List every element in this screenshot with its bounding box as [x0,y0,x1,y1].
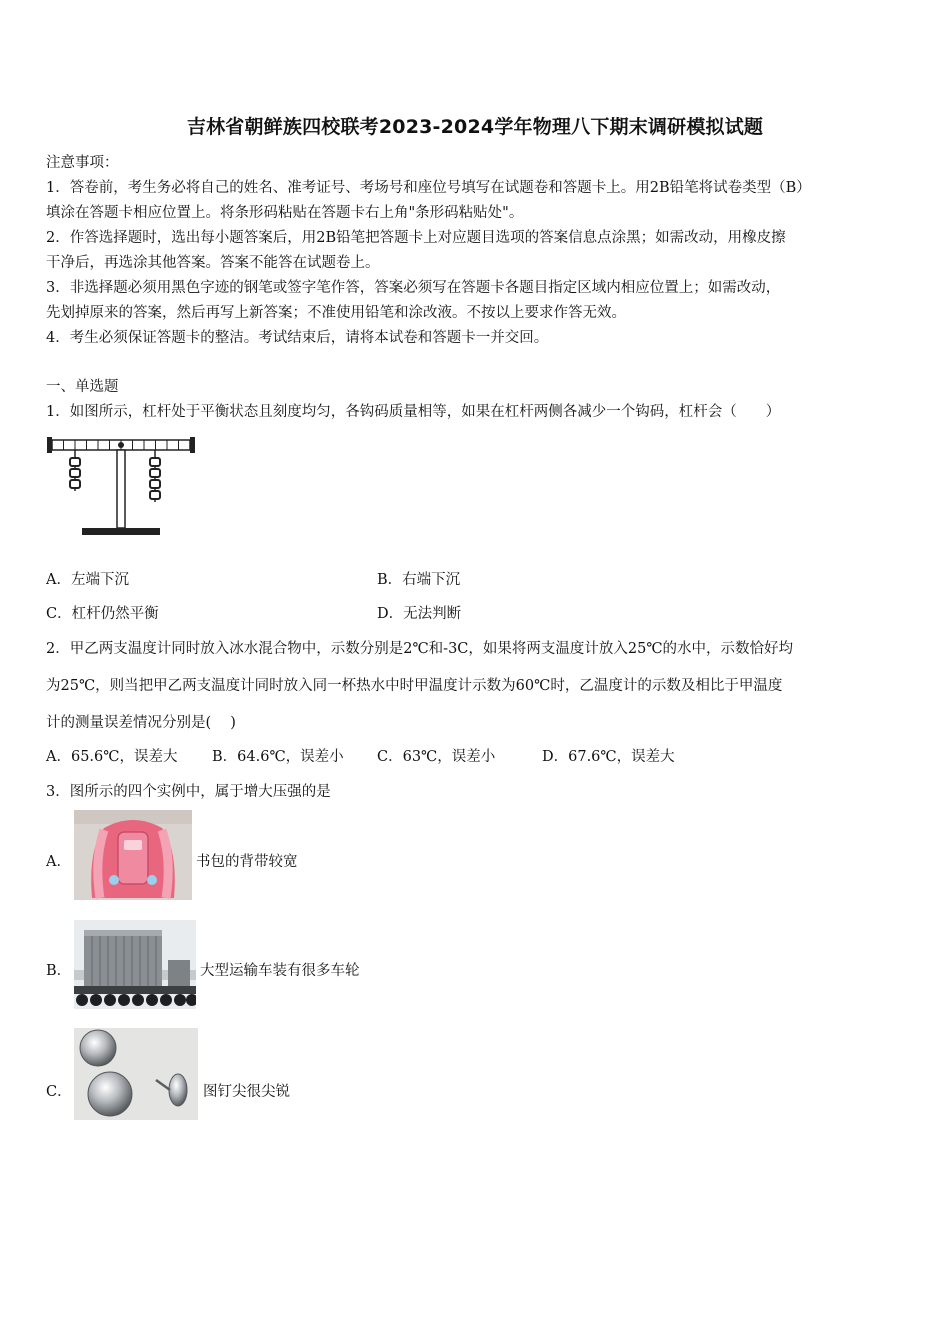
question-3-stem: 3．图所示的四个实例中，属于增大压强的是 [46,784,331,800]
hook-weight [150,469,160,477]
notice-line: 干净后，再选涂其他答案。答案不能答在试题卷上。 [46,255,380,271]
hook-weight [150,458,160,466]
lever-stand [117,450,125,528]
lever-pivot [118,442,124,448]
q2-option-c[interactable]: C．63℃，误差小 [377,749,496,765]
notice-line: 3．非选择题必须用黑色字迹的钢笔或签字笔作答，答案必须写在答题卡各题目指定区域内相应位置上；如需改动， [46,280,781,296]
question-2-stem: 2．甲乙两支温度计同时放入冰水混合物中，示数分别是2℃和-3C，如果将两支温度计放入25℃的水中，示数恰好均 [46,641,794,657]
hook-weight [70,458,80,466]
notice-line: 2．作答选择题时，选出每小题答案后，用2B铅笔把答题卡上对应题目选项的答案信息点涂黑；如需改动，用橡皮擦 [46,230,786,246]
thumbtack-photo [74,1028,198,1120]
lever-base [82,528,160,535]
hook-weight [150,491,160,499]
q2-option-d[interactable]: D．67.6℃，误差大 [542,749,675,765]
q1-option-a[interactable]: A．左端下沉 [46,572,129,588]
question-1-stem: 1．如图所示，杠杆处于平衡状态且刻度均匀，各钩码质量相等，如果在杠杆两侧各减少一个钩码，杠杆会（ ） [46,404,781,420]
q1-option-d[interactable]: D．无法判断 [377,606,462,622]
backpack-photo [74,810,192,900]
q2-option-b[interactable]: B．64.6℃，误差小 [212,749,344,765]
q3-option-b-text[interactable]: 大型运输车装有很多车轮 [200,963,360,979]
q3-option-a-letter[interactable]: A． [46,854,71,870]
q3-option-a-text[interactable]: 书包的背带较宽 [196,854,298,870]
question-2-stem: 为25℃，则当把甲乙两支温度计同时放入同一杯热水中时甲温度计示数为60℃时，乙温度计的示数及相比于甲温度 [46,678,783,694]
q3-option-c-letter[interactable]: C． [46,1084,72,1100]
hook-weight [150,480,160,488]
transport-truck-photo [74,920,196,1009]
q1-option-b[interactable]: B．右端下沉 [377,572,461,588]
notice-line: 先划掉原来的答案，然后再写上新答案；不准使用铅笔和涂改液。不按以上要求作答无效。 [46,305,626,321]
section-heading: 一、单选题 [46,379,119,395]
q3-option-c-text[interactable]: 图钉尖很尖锐 [203,1084,290,1100]
question-2-stem: 计的测量误差情况分别是( ) [46,715,236,731]
lever-diagram [46,434,196,542]
notice-line: 4．考生必须保证答题卡的整洁。考试结束后，请将本试卷和答题卡一并交回。 [46,330,549,346]
lever-left-nut [47,437,52,453]
left-hanging-weights [70,450,80,491]
page-title: 吉林省朝鲜族四校联考2023-2024学年物理八下期末调研模拟试题 [186,116,764,138]
q1-option-c[interactable]: C．杠杆仍然平衡 [46,606,159,622]
notice-heading: 注意事项： [46,155,119,171]
notice-line: 1．答卷前，考生务必将自己的姓名、准考证号、考场号和座位号填写在试题卷和答题卡上。用2B铅笔将试卷类型（B） [46,180,811,196]
notice-line: 填涂在答题卡相应位置上。将条形码粘贴在答题卡右上角"条形码粘贴处"。 [46,205,524,221]
right-hanging-weights [150,450,160,502]
q2-option-a[interactable]: A．65.6℃，误差大 [46,749,178,765]
q3-option-b-letter[interactable]: B． [46,963,72,979]
lever-right-nut [190,437,195,453]
hook-weight [70,480,80,488]
hook-weight [70,469,80,477]
